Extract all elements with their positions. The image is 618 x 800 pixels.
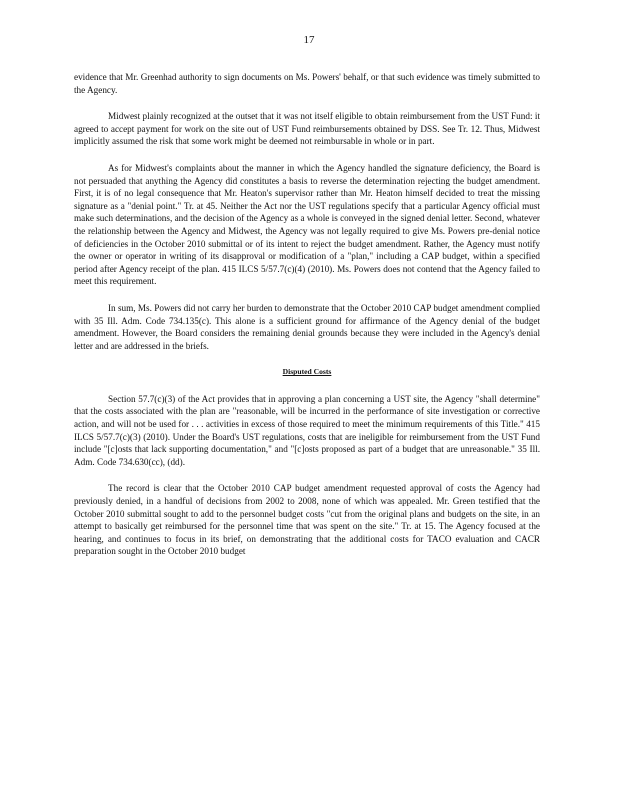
document-body (74, 71, 540, 572)
paragraph-in-sum: In sum, Ms. Powers did not carry her burden to demonstrate that the October 2010 CAP budget amendment complied with 35 Ill. Adm. Code 734.135(c). This alone is a sufficient ground for affirmance of the Agency denial of the budget amendment. However, the Board considers the remaining denial grounds because they were included in the Agency's denial letter and are addressed in the briefs. (74, 302, 540, 351)
page-number: 17 (303, 34, 315, 46)
section-heading-disputed-costs: Disputed Costs (282, 367, 332, 377)
paragraph-midwest-recognized: Midwest plainly recognized at the outset that it was not itself eligible to obtain reimbursement from the UST Fund: it agreed to accept payment for work on the site out of UST Fund reimbursements obtained by DSS. See Tr. 12. Thus, Midwest implicitly assumed the risk that some work might be deemed not reimbursable in whole or in part. (74, 111, 540, 147)
paragraph-section-57: Section 57.7(c)(3) of the Act provides that in approving a plan concerning a UST site, the Agency "shall determine" that the costs associated with the plan are "reasonable, will be incurred in the performance of site investigation or corrective action, and will not be used for . . . activities in excess of those required to meet the minimum requirements of this Title." 415 ILCS 5/57.7(c)(3) (2010). Under the Board's UST regulations, costs that are ineligible for reimbursement from the UST Fund include "[c]osts that lack supporting documentation," and "[c]osts proposed as part of a budget that are unreasonable." 35 Ill. Adm. Code 734.630(cc), (dd). (74, 393, 540, 467)
paragraph-continuation: evidence that Mr. Greenhad authority to sign documents on Ms. Powers' behalf, or that such evidence was timely submitted to the Agency. (74, 72, 540, 95)
paragraph-signature-deficiency: As for Midwest's complaints about the manner in which the Agency handled the signature deficiency, the Board is not persuaded that anything the Agency did constitutes a basis to reverse the determination rejecting the budget amendment. First, it is of no legal consequence that Mr. Heaton's supervisor rather than Mr. Heaton himself decided to treat the missing signature as a "denial point." Tr. at 45. Neither the Act nor the UST regulations specify that a particular Agency official must make such determinations, and the decision of the Agency as a whole is conveyed in the signed denial letter. Second, whatever the relationship between the Agency and Midwest, the Agency was not legally required to give Ms. Powers pre-denial notice of deficiencies in the October 2010 submittal or of its intent to reject the budget amendment. Rather, the Agency must notify the owner or operator in writing of its disapproval or modification of a "plan," including a CAP budget, within a specified period after Agency receipt of the plan. 415 ILCS 5/57.7(c)(4) (2010). Ms. Powers does not contend that the Agency failed to meet this requirement. (74, 162, 540, 287)
paragraph-record-clear: The record is clear that the October 2010 CAP budget amendment requested approval of costs the Agency had previously denied, in a handful of decisions from 2002 to 2008, none of which was appealed. Mr. Green testified that the October 2010 submittal sought to add to the personnel budget costs "cut from the original plans and budgets on the site, in an attempt to basically get reimbursed for the personnel time that was spent on the site." Tr. at 15. The Agency focused at the hearing, and continues to focus in its brief, on demonstrating that the additional costs for TACO evaluation and CACR preparation sought in the October 2010 budget (74, 483, 540, 557)
